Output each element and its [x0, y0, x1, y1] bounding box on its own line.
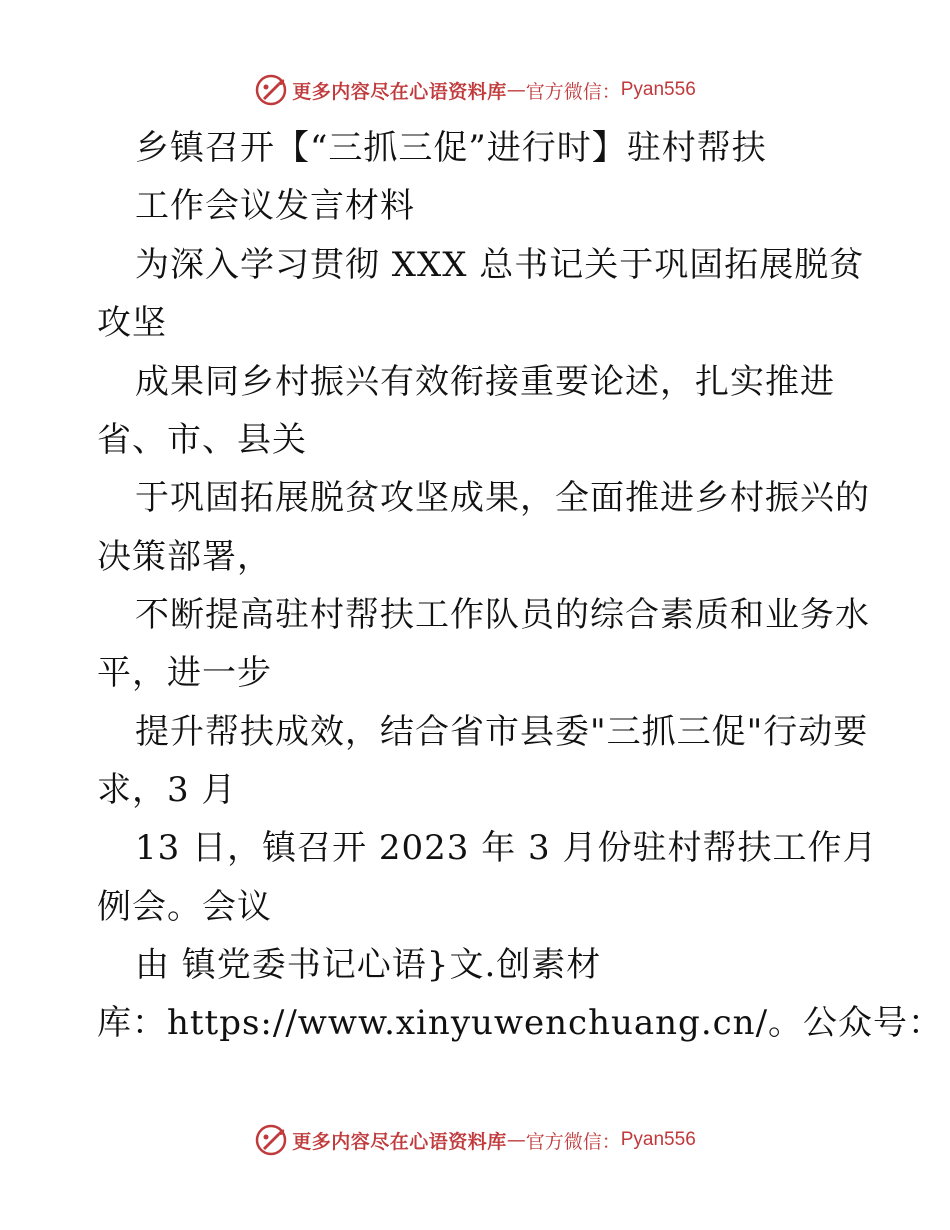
body-line: 于巩固拓展脱贫攻坚成果，全面推进乡村振兴的: [135, 478, 870, 518]
body-line: 成果同乡村振兴有效衔接重要论述，扎实推进: [135, 362, 835, 402]
body-line: 攻坚: [97, 303, 167, 343]
banner-wechat-id: Pyan556: [620, 1129, 696, 1150]
body-line-url: 库：https://www.xinyuwenchuang.cn/。公众号：: [97, 1003, 944, 1043]
banner-dash: —: [506, 79, 526, 101]
banner-title: 更多内容尽在心语资料库: [292, 1130, 507, 1153]
banner-wechat-id: Pyan556: [620, 79, 696, 100]
banner-title: 更多内容尽在心语资料库: [292, 80, 507, 103]
body-line: 不断提高驻村帮扶工作队员的综合素质和业务水: [135, 595, 870, 635]
title-line-1: 乡镇召开【“三抓三促”进行时】驻村帮扶: [135, 128, 767, 168]
banner-wechat-label: 官方微信：: [525, 1130, 621, 1153]
body-line: 省、市、县关: [97, 420, 307, 460]
body-line: 为深入学习贯彻 XXX 总书记关于巩固拓展脱贫: [135, 245, 865, 285]
header-banner: [0, 70, 950, 110]
body-line: 决策部署，: [97, 537, 272, 577]
body-line: 13 日，镇召开 2023 年 3 月份驻村帮扶工作月: [135, 828, 878, 868]
body-line: 例会。会议: [97, 887, 272, 927]
body-line: 由 镇党委书记心语}文.创素材: [135, 945, 602, 985]
body-line: 平，进一步: [97, 653, 272, 693]
banner-dash: —: [506, 1129, 526, 1151]
title-line-2: 工作会议发言材料: [135, 186, 415, 226]
quill-logo-icon: [254, 1123, 288, 1157]
footer-banner: [0, 1120, 950, 1160]
body-line: 求，3 月: [97, 770, 237, 810]
banner-wechat-label: 官方微信：: [525, 80, 621, 103]
body-line: 提升帮扶成效，结合省市县委"三抓三促"行动要: [135, 712, 869, 752]
quill-logo-icon: [254, 73, 288, 107]
